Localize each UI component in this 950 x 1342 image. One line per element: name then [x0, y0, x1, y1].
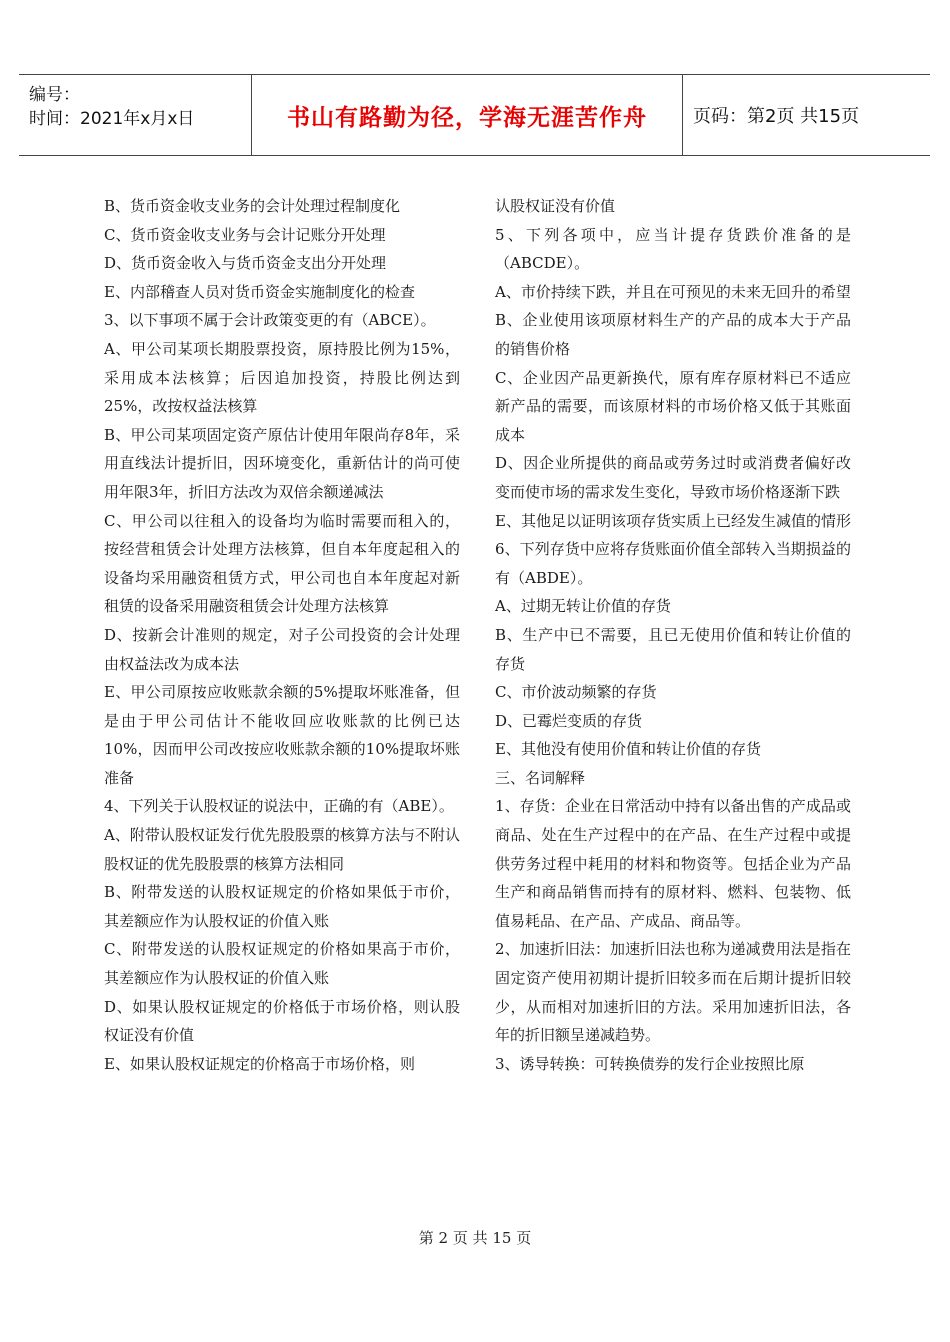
paragraph: D、如果认股权证规定的价格低于市场价格，则认股权证没有价值	[104, 997, 460, 1045]
paragraph: E、如果认股权证规定的价格高于市场价格，则	[104, 1054, 415, 1073]
paragraph: E、其他没有使用价值和转让价值的存货	[495, 740, 761, 759]
paragraph: 5、下列各项中，应当计提存货跌价准备的是（ABCDE）。	[495, 225, 851, 273]
paragraph: E、内部稽查人员对货币资金实施制度化的检查	[104, 282, 415, 301]
paragraph: D、因企业所提供的商品或劳务过时或消费者偏好改变而使市场的需求发生变化，导致市场价格逐渐下跌	[495, 454, 851, 501]
page-header	[19, 74, 930, 156]
document-time: 时间：2021年x月x日	[29, 109, 195, 129]
paragraph: 3、以下事项不属于会计政策变更的有（ABCE）。	[104, 311, 436, 330]
paragraph: A、附带认股权证发行优先股股票的核算方法与不附认股权证的优先股股票的核算方法相同	[104, 826, 460, 873]
paragraph: C、货币资金收支业务与会计记账分开处理	[104, 225, 386, 244]
left-text-column	[104, 192, 460, 1078]
paragraph: C、甲公司以往租入的设备均为临时需要而租入的，按经营租赁会计处理方法核算，但自本年度起租入的设备均采用融资租赁方式，甲公司也自本年度起对新租赁的设备采用融资租赁会计处理方法核算	[104, 511, 460, 616]
paragraph: 4、下列关于认股权证的说法中，正确的有（ABE）。	[104, 797, 454, 816]
paragraph: A、市价持续下跌，并且在可预见的未来无回升的希望	[495, 282, 851, 301]
header-page-info: 页码：第2页 共15页	[693, 106, 860, 127]
paragraph: 1、存货：企业在日常活动中持有以备出售的产成品或商品、处在生产过程中的在产品、在生产过程中或提供劳务过程中耗用的材料和物资等。包括企业为产品生产和商品销售而持有的原材料、燃料、包装物、低值易耗品、在产品、产成品、商品等。	[495, 797, 851, 930]
paragraph: C、企业因产品更新换代，原有库存原材料已不适应新产品的需要，而该原材料的市场价格又低于其账面成本	[495, 368, 851, 444]
paragraph: E、甲公司原按应收账款余额的5%提取坏账准备，但是由于甲公司估计不能收回应收账款的比例已达10%，因而甲公司改按应收账款余额的10%提取坏账准备	[104, 683, 460, 787]
paragraph: B、货币资金收支业务的会计处理过程制度化	[104, 197, 401, 215]
header-meta	[19, 75, 251, 155]
paragraph: A、过期无转让价值的存货	[495, 597, 671, 616]
paragraph: C、市价波动频繁的存货	[495, 683, 657, 702]
right-text-column	[495, 192, 851, 1078]
paragraph: B、附带发送的认股权证规定的价格如果低于市价，其差额应作为认股权证的价值入账	[104, 883, 460, 930]
paragraph: 6、下列存货中应将存货账面价值全部转入当期损益的有（ABDE）。	[495, 540, 851, 587]
page-footer: 第 2 页 共 15 页	[418, 1229, 532, 1247]
paragraph: D、按新会计准则的规定，对子公司投资的会计处理由权益法改为成本法	[104, 625, 460, 673]
paragraph: B、甲公司某项固定资产原估计使用年限尚存8年，采用直线法计提折旧，因环境变化，重新估计的尚可使用年限3年，折旧方法改为双倍余额递减法	[104, 425, 460, 501]
paragraph: D、已霉烂变质的存货	[495, 711, 643, 730]
paragraph: E、其他足以证明该项存货实质上已经发生减值的情形	[495, 511, 851, 530]
paragraph: D、货币资金收入与货币资金支出分开处理	[104, 254, 387, 273]
paragraph: A、甲公司某项长期股票投资，原持股比例为15%，采用成本法核算；后因追加投资，持股比例达到25%，改按权益法核算	[104, 339, 460, 416]
paragraph: B、生产中已不需要，且已无使用价值和转让价值的存货	[495, 625, 851, 673]
paragraph: 三、名词解释	[495, 768, 586, 787]
paragraph: C、附带发送的认股权证规定的价格如果高于市价，其差额应作为认股权证的价值入账	[104, 940, 460, 988]
header-motto: 书山有路勤为径，学海无涯苦作舟	[251, 75, 683, 155]
paragraph: B、企业使用该项原材料生产的产品的成本大于产品的销售价格	[495, 311, 851, 358]
paragraph: 2、加速折旧法：加速折旧法也称为递减费用法是指在固定资产使用初期计提折旧较多而在后期计提折旧较少，从而相对加速折旧的方法。采用加速折旧法，各年的折旧额呈递减趋势。	[495, 940, 851, 1045]
document-number: 编号：	[29, 85, 80, 105]
paragraph: 认股权证没有价值	[495, 197, 616, 215]
paragraph: 3、诱导转换：可转换债券的发行企业按照比原	[495, 1054, 805, 1073]
